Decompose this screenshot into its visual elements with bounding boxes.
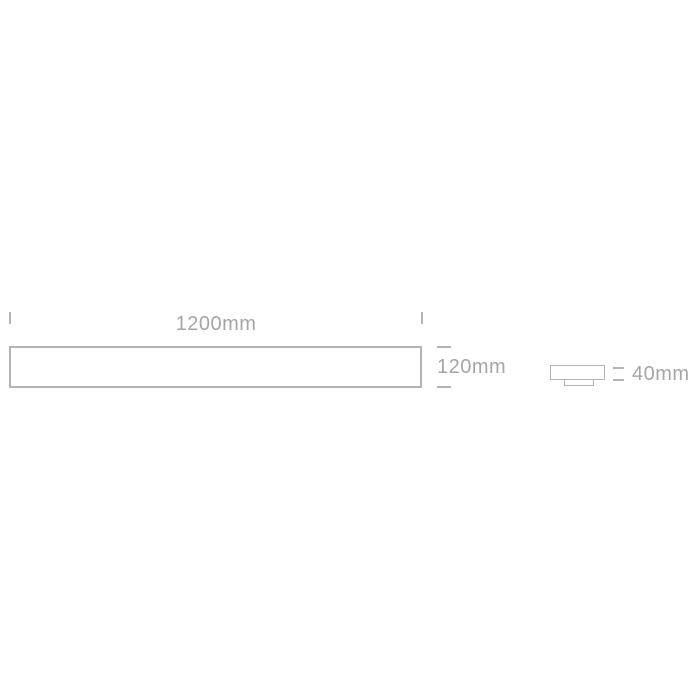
depth-dimension-tick-bottom <box>613 379 624 381</box>
height-dimension-label: 120mm <box>437 356 507 378</box>
height-dimension-tick-top <box>437 346 451 348</box>
depth-dimension-label: 40mm <box>632 363 690 385</box>
width-dimension-tick-right <box>421 312 423 324</box>
panel-side-mount-outline <box>564 379 594 386</box>
depth-dimension-tick-top <box>613 367 624 369</box>
panel-front-outline <box>9 346 422 388</box>
height-dimension-tick-bottom <box>437 386 451 388</box>
width-dimension-label: 1200mm <box>175 313 257 335</box>
